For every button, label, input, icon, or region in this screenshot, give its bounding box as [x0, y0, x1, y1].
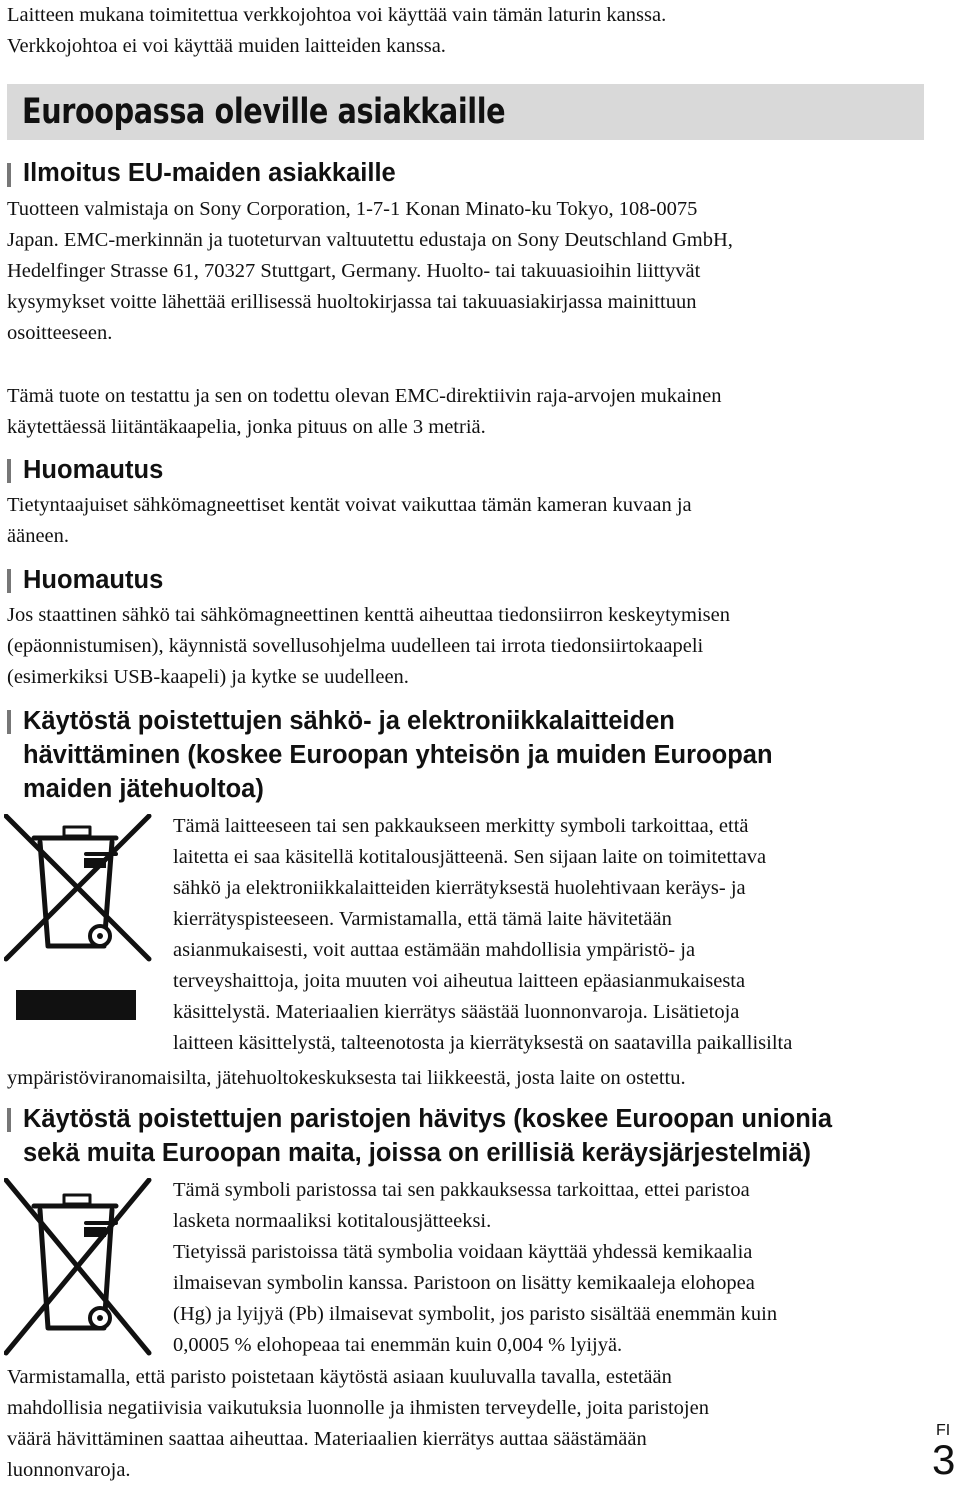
text-line: Tuotteen valmistaja on Sony Corporation, 1-7-1 Konan Minato-ku Tokyo, 108-0075 — [7, 198, 698, 220]
text-line: laitetta ei saa käsitellä kotitalousjätteenä. Sen sijaan laite on toimitettava — [173, 846, 767, 868]
text-line: kysymykset voitte lähettää erillisessä huoltokirjassa tai takuuasiakirjassa mainittuun — [7, 291, 697, 313]
text-line: ilmaisevan symbolin kanssa. Paristoon on lisätty kemikaaleja elohopea — [173, 1272, 755, 1294]
text-line: lasketa normaaliksi kotitalousjätteeksi. — [173, 1210, 492, 1232]
heading-line: Käytöstä poistettujen sähkö- ja elektroniikkalaitteiden — [23, 707, 675, 735]
battery-final-paragraph — [7, 1362, 709, 1486]
text-line: terveyshaittoja, joita muuten voi aiheutua laitteen epäasianmukaisesta — [173, 970, 746, 992]
heading-marker — [7, 569, 11, 593]
heading-line: maiden jätehuoltoa) — [23, 775, 264, 803]
crossed-out-battery-bin-icon — [4, 1178, 154, 1363]
heading-marker — [7, 710, 11, 734]
text-line: luonnonvaroja. — [7, 1459, 131, 1481]
text-line: Varmistamalla, että paristo poistetaan käytöstä asiaan kuuluvalla tavalla, estetään — [7, 1366, 672, 1388]
language-tag: FI — [936, 1422, 951, 1439]
text-line: ympäristöviranomaisilta, jätehuoltokeskuksesta tai liikkeestä, josta laite on ostettu. — [7, 1067, 686, 1089]
text-line: (esimerkiksi USB-kaapeli) ja kytke se uudelleen. — [7, 666, 409, 688]
text-line: väärä hävittäminen saattaa aiheuttaa. Materiaalien kierrätys auttaa säästämään — [7, 1428, 647, 1450]
text-line: asianmukaisesti, voit auttaa estämään mahdollisia ympäristö- ja — [173, 939, 696, 961]
heading-line: sekä muita Euroopan maita, joissa on erillisiä keräysjärjestelmiä) — [23, 1139, 812, 1167]
text-line: (Hg) ja lyijyä (Pb) ilmaisevat symbolit, jos paristo sisältää enemmän kuin — [173, 1303, 778, 1325]
heading-marker — [7, 163, 11, 187]
text-line: kierrätyspisteeseen. Varmistamalla, että tämä laite hävitetään — [173, 908, 672, 930]
text-line: ääneen. — [7, 525, 70, 547]
battery-heading — [23, 1102, 832, 1170]
text-line: Verkkojohtoa ei voi käyttää muiden laitteiden kanssa. — [7, 35, 446, 57]
text-line: 0,0005 % elohopeaa tai enemmän kuin 0,004 % lyijyä. — [173, 1334, 623, 1356]
banner-title: Euroopassa oleville asiakkaille — [22, 92, 506, 132]
text-line: Jos staattinen sähkö tai sähkömagneettinen kenttä aiheuttaa tiedonsiirron keskeytymisen — [7, 604, 731, 626]
eu-notice-paragraph — [7, 194, 733, 349]
heading-marker — [7, 1108, 11, 1132]
heading-line: hävittäminen (koskee Euroopan yhteisön ja muiden Euroopan — [23, 741, 773, 769]
text-line: Tietyissä paristoissa tätä symbolia voidaan käyttää yhdessä kemikaalia — [173, 1241, 753, 1263]
text-line: käsittelystä. Materiaalien kierrätys säästää luonnonvaroja. Lisätietoja — [173, 1001, 740, 1023]
text-line: Tämä tuote on testattu ja sen on todettu olevan EMC-direktiivin raja-arvojen mukainen — [7, 385, 722, 407]
page-number: 3 — [932, 1436, 956, 1483]
text-line: Tämä laitteeseen tai sen pakkaukseen merkitty symboli tarkoittaa, että — [173, 815, 749, 837]
heading-marker — [7, 459, 11, 483]
text-line: Laitteen mukana toimitettua verkkojohtoa voi käyttää vain tämän laturin kanssa. — [7, 4, 667, 26]
eu-notice-heading: Ilmoitus EU-maiden asiakkaille — [23, 159, 396, 187]
note1-paragraph — [7, 490, 692, 552]
text-line: Tietyntaajuiset sähkömagneettiset kentät voivat vaikuttaa tämän kameran kuvaan ja — [7, 494, 692, 516]
text-line: Tämä symboli paristossa tai sen pakkauksessa tarkoittaa, ettei paristoa — [173, 1179, 750, 1201]
note2-paragraph — [7, 600, 730, 693]
intro-paragraph — [7, 0, 666, 62]
text-line: mahdollisia negatiivisia vaikutuksia luonnolle ja ihmisten terveydelle, joita paristojen — [7, 1397, 709, 1419]
weee-heading — [23, 704, 773, 806]
heading-line: Käytöstä poistettujen paristojen hävitys (koskee Euroopan unionia — [23, 1105, 833, 1133]
text-line: Japan. EMC-merkinnän ja tuoteturvan valtuutettu edustaja on Sony Deutschland GmbH, — [7, 229, 733, 251]
text-line: osoitteeseen. — [7, 322, 113, 344]
battery-paragraph — [173, 1175, 777, 1361]
text-line: käytettäessä liitäntäkaapelia, jonka pituus on alle 3 metriä. — [7, 416, 486, 438]
text-line: laitteen käsittelystä, talteenotosta ja kierrätyksestä on saatavilla paikallisilta — [173, 1032, 793, 1054]
note1-heading: Huomautus — [23, 456, 164, 484]
text-line: sähkö ja elektroniikkalaitteiden kierrätyksestä huolehtivaan keräys- ja — [173, 877, 746, 899]
note2-heading: Huomautus — [23, 566, 164, 594]
text-line: Hedelfinger Strasse 61, 70327 Stuttgart, Germany. Huolto- tai takuuasioihin liittyvät — [7, 260, 701, 282]
weee-last-line — [7, 1063, 686, 1094]
crossed-out-wheelie-bin-icon — [4, 814, 154, 1024]
text-line: (epäonnistumisen), käynnistä sovellusohjelma uudelleen tai irrota tiedonsiirtokaapeli — [7, 635, 704, 657]
emc-test-paragraph — [7, 381, 721, 443]
weee-paragraph — [173, 811, 792, 1059]
